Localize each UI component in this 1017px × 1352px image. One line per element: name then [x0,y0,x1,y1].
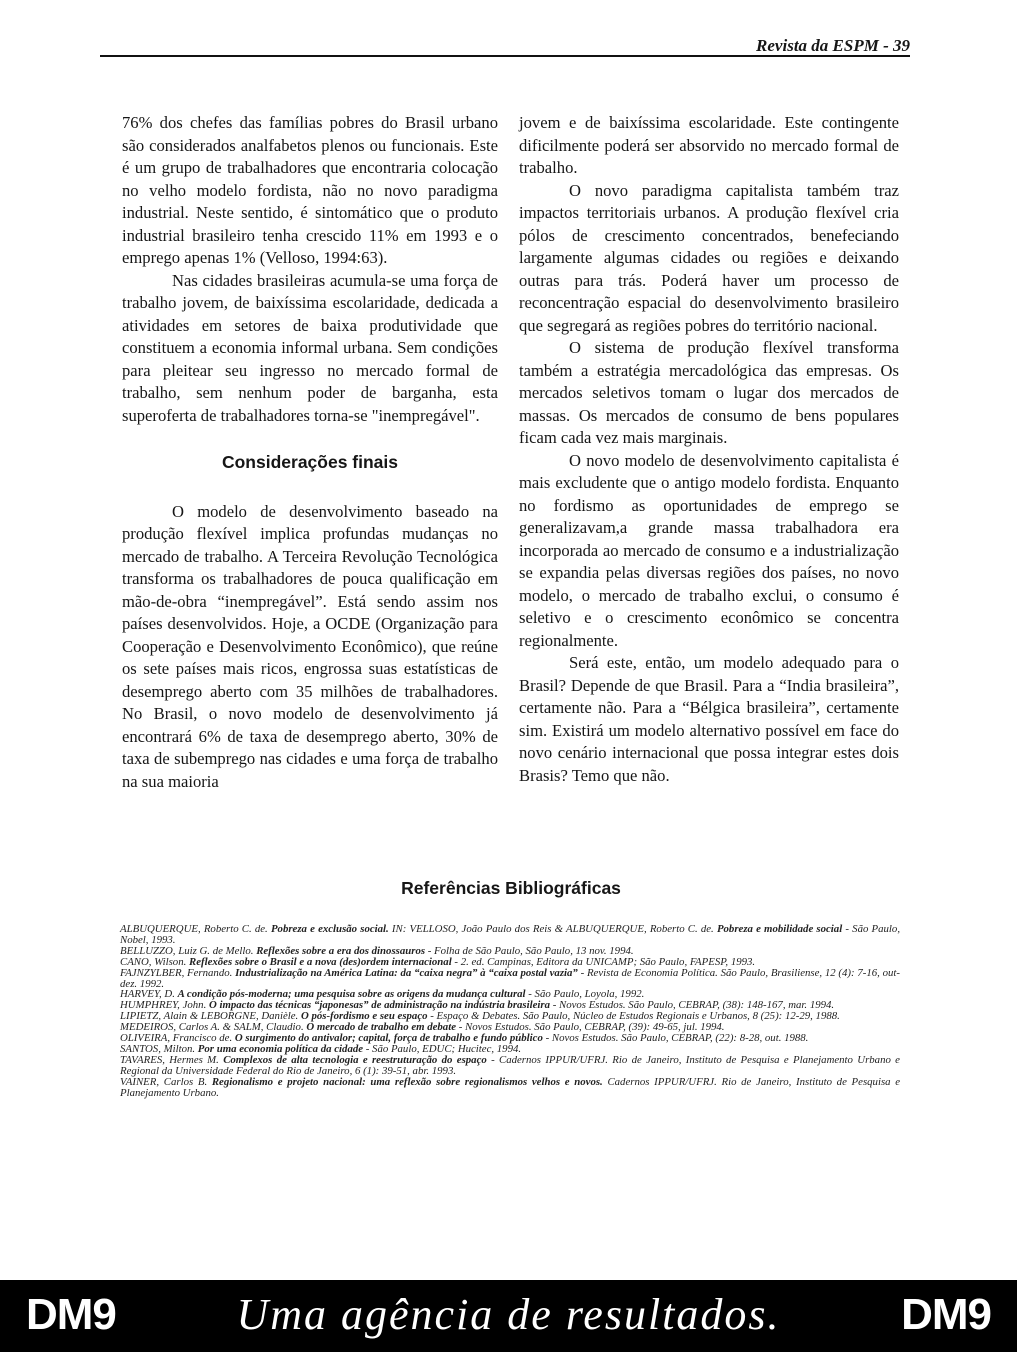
reference-author: OLIVEIRA, Francisco de. [120,1032,233,1045]
reference-title: O surgimento do antivalor; capital, força de trabalho e fundo público [234,1032,543,1045]
reference-details: - São Paulo, Loyola, 1992. [528,988,645,1001]
reference-author: TAVARES, Hermes M. [120,1053,219,1066]
paragraph: O novo paradigma capitalista também traz impactos territoriais urbanos. A produção flexível cria pólos de crescimento concentrados, benefeciando largamente algumas cidades ou regiões e deixando outras para trás. Poderá haver um processo de reconcentração espacial do desenvolvimento brasileiro que segregará as regiões pobres do território nacional. [519,180,899,335]
paragraph: O modelo de desenvolvimento baseado na produção flexível implica profundas mudanças no mercado de trabalho. A Terceira Revolução Tecnológica transforma os trabalhadores de pouca qualificação em mão-de-obra “inempregável”. Está sendo assim nos países desenvolvidos. Hoje, a OCDE (Organização para Cooperação e Desenvolvimento Econômico), que reúne os sete países mais ricos, engrossa suas estatísticas de desemprego aberto com 35 milhões de trabalhadores. No Brasil, o novo modelo de desenvolvimento já encontrará 6% de taxa de desemprego aberto, 30% de taxa de subemprego nas cidades e uma força de trabalho na sua maioria [122,501,498,791]
right-column [519,112,899,787]
reference-details: - Revista de Economia Política. São Paulo, Brasiliense, 12 (4): 7-16, out-dez. 1992. [120,966,900,990]
left-column [122,112,498,793]
reference-author: CANO, Wilson. [120,955,187,968]
dm9-logo-right: DM9 [901,1290,991,1339]
reference-title: O impacto das técnicas “japonesas” de administração na indústria brasileira [208,999,551,1012]
reference-author: LIPIETZ, Alain & LEBORGNE, Danièle. [120,1010,299,1023]
reference-details: - Novos Estudos. São Paulo, CEBRAP, (38): 148-167, mar. 1994. [552,999,835,1012]
reference-author: MEDEIROS, Carlos A. & SALM, Claudio. [120,1021,304,1034]
reference-author: SANTOS, Milton. [120,1042,196,1055]
reference-author: FAJNZYLBER, Fernando. [120,966,233,979]
reference-details: Cadernos IPPUR/UFRJ. Rio de Janeiro, Instituto de Pesquisa e Planejamento Urbano. [120,1075,901,1099]
paragraph: jovem e de baixíssima escolaridade. Este contingente dificilmente poderá ser absorvido no mercado formal de trabalho. [519,113,899,177]
references-list [120,924,900,1099]
reference-title: O mercado de trabalho em debate [306,1021,456,1034]
paragraph: O novo modelo de desenvolvimento capitalista é mais excludente que o antigo modelo fordista. Enquanto no fordismo as oportunidades de emprego se generalizavam,a grande massa trabalhadora era incorporada ao mercado de consumo e a industrialização se expandia pelas diversas regiões dos países, no novo modelo, o mercado de trabalho exclui, o consumo é seletivo e o crescimento econômico se concentra regionalmente. [519,450,899,650]
reference-details: - 2. ed. Campinas, Editora da UNICAMP; São Paulo, FAPESP, 1993. [454,955,756,968]
page-header [100,34,910,58]
reference-author: ALBUQUERQUE, Roberto C. de. [120,923,268,935]
reference-title: Reflexões sobre a era dos dinossauros [256,944,426,957]
reference-details: - Folha de São Paulo, São Paulo, 13 nov. 1994. [427,944,634,957]
reference-details: - Novos Estudos. São Paulo, CEBRAP, (39): 49-65, jul. 1994. [458,1021,725,1034]
reference-author: VAINER, Carlos B. [120,1075,208,1088]
paragraph: 76% dos chefes das famílias pobres do Brasil urbano são considerados analfabetos plenos ou funcionais. Este é um grupo de trabalhadores que encontraria colocação no velho modelo fordista, não no novo paradigma industrial. Neste sentido, é sintomático que o produto industrial brasileiro tenha crescido 11% em 1993 e o emprego apenas 1% (Velloso, 1994:63). [122,113,498,267]
footer-banner [0,1280,1017,1352]
paragraph: O sistema de produção flexível transforma também a estratégia mercadológica das empresas. Os mercados seletivos tomam o lugar dos mercados de massas. Os mercados de consumo de bens populares ficam cada vez mais marginais. [519,338,899,447]
reference-title: Reflexões sobre o Brasil e a nova (des)ordem internacional [189,955,452,968]
reference-author: HARVEY, D. [120,988,175,1001]
reference-details-secondary: - São Paulo, Nobel, 1993. [120,923,901,946]
reference-title: Pobreza e exclusão social. [270,923,389,935]
dm9-logo-left: DM9 [26,1290,116,1339]
reference-title: Complexos de alta tecnologia e reestruturação do espaço [223,1053,487,1066]
paragraph: Será este, então, um modelo adequado para o Brasil? Depende de que Brasil. Para a “India brasileira”, certamente não. Para a “Bélgica brasileira”, certamente sim. Existirá um modelo alternativo possível em face do novo cenário internacional que possa integrar estes dois Brasis? Temo que não. [519,653,899,785]
reference-title: Regionalismo e projeto nacional: uma reflexão sobre regionalismos velhos e novos. [211,1075,603,1088]
reference-title: Industrialização na América Latina: da “caixa negra” à “caixa postal vazia” [235,966,578,979]
reference-details: - São Paulo, EDUC; Hucitec, 1994. [365,1042,522,1055]
reference-author: HUMPHREY, John. [120,999,207,1012]
running-head: Revista da ESPM - 39 [756,36,910,55]
reference-details: - Novos Estudos. São Paulo, CEBRAP, (22): 8-28, out. 1988. [545,1032,809,1045]
reference-title-secondary: Pobreza e mobilidade social [716,923,843,935]
reference-item [120,1077,900,1099]
references-heading: Referências Bibliográficas [401,878,621,898]
paragraph: Nas cidades brasileiras acumula-se uma força de trabalho jovem, de baixíssima escolaridade, dedicada a atividades em setores de baixa produtividade que constituem a economia informal urbana. Sem condições para pleitear seu ingresso no mercado formal de trabalho, sem nenhum poder de barganha, esta superoferta de trabalhadores torna-se "inempregável". [122,270,498,425]
reference-title: Por uma economia política da cidade [197,1042,364,1055]
reference-author: BELLUZZO, Luiz G. de Mello. [120,944,254,957]
reference-item [120,1055,900,1077]
reference-title: O pós-fordismo e seu espaço [300,1010,428,1023]
reference-details: IN: VELLOSO, João Paulo dos Reis & ALBUQUERQUE, Roberto C. de. [391,923,714,935]
reference-details: - Espaço & Debates. São Paulo, Núcleo de Estudos Regionais e Urbanos, 8 (25): 12-29, 1988. [430,1010,840,1023]
reference-details: - Cadernos IPPUR/UFRJ. Rio de Janeiro, Instituto de Pesquisa e Planejamento Urbano e Regional da Universidade Federal do Rio de Janeiro, 6 (1): 39-51, abr. 1993. [120,1053,900,1077]
section-heading: Considerações finais [221,452,399,472]
slogan: Uma agência de resultados. [236,1290,781,1339]
reference-item [120,968,900,990]
header-rule [100,55,910,57]
reference-title: A condição pós-moderna; uma pesquisa sobre as origens da mudança cultural [177,988,526,1001]
reference-item [120,924,900,946]
